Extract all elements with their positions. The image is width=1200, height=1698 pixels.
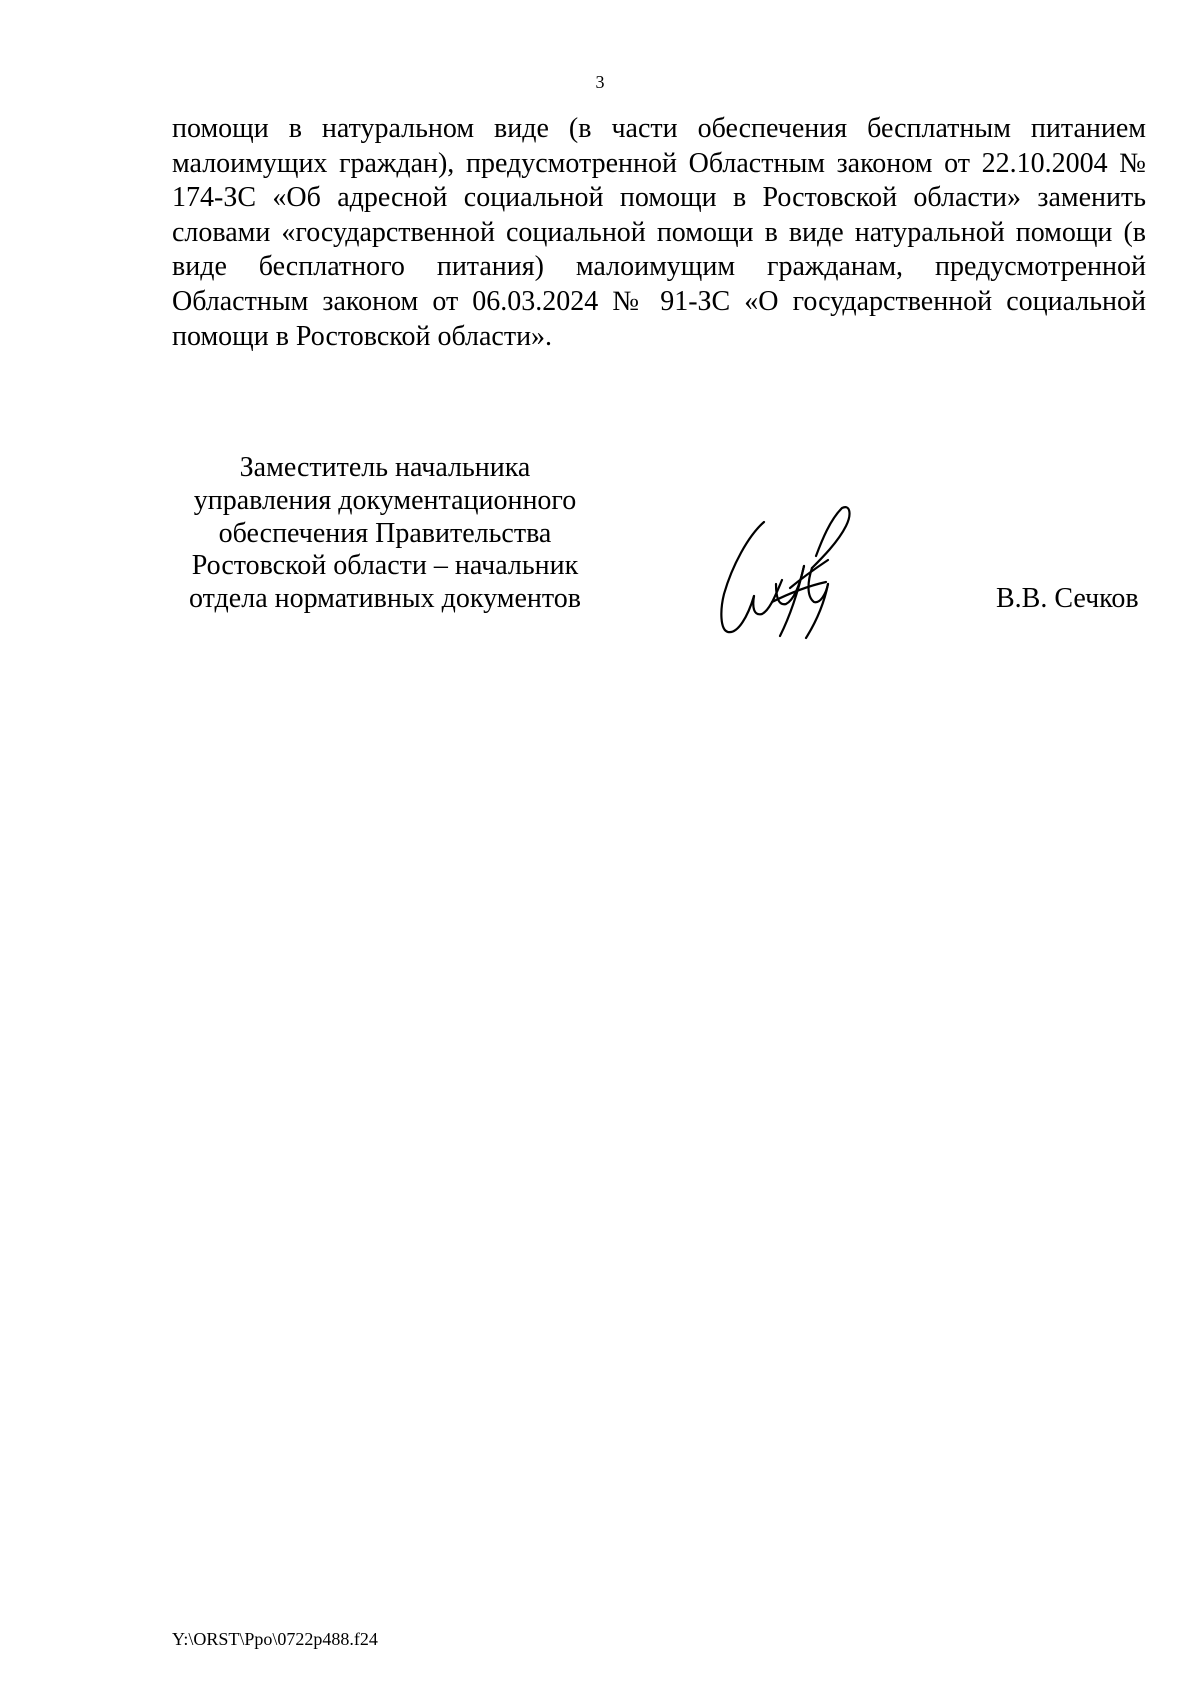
signatory-title <box>175 452 595 616</box>
file-path-footer: Y:\ORST\Ppo\0722p488.f24 <box>172 1629 378 1649</box>
signatory-title-line-5: отдела нормативных документов <box>189 583 581 615</box>
signer-name: В.В. Сечков <box>996 583 1139 614</box>
signatory-title-line-1: Заместитель начальника <box>239 452 531 483</box>
page-number: 3 <box>595 72 605 92</box>
body-paragraph: помощи в натуральном виде (в части обеспечения бесплатным питанием малоимущих граждан), предусмотренной Областным законом от 22.10.2004 № 174-ЗС «Об адресной социальной помощи в Ростовской области» заменить словами «государственной социальной помощи в виде натуральной помощи (в виде бесплатного питания) малоимущим гражданам, предусмотренной Областным законом от 06.03.2024 № 91-ЗС «О государственной социальной помощи в Ростовской области». <box>172 113 1146 352</box>
signatory-title-line-2: управления документационного <box>193 484 577 516</box>
signatory-title-line-3: обеспечения Правительства <box>218 517 552 549</box>
handwritten-signature-icon <box>712 496 862 646</box>
signatory-title-line-4: Ростовской области – начальник <box>191 550 579 582</box>
